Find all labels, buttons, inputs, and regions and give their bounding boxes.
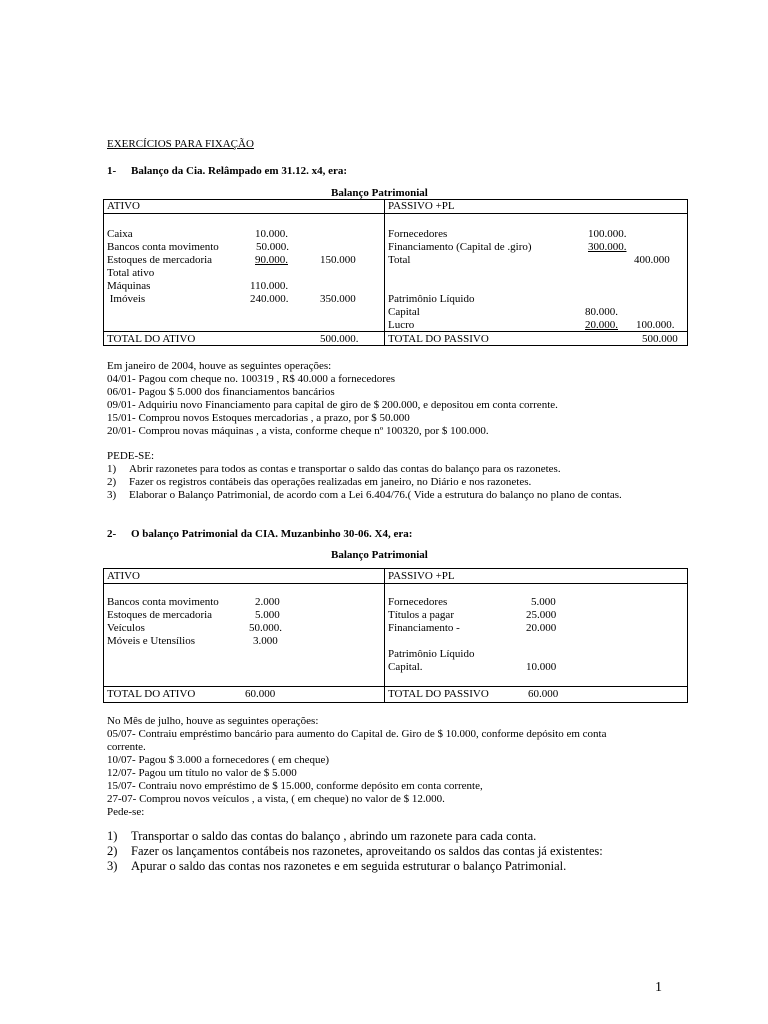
task-number: 1) [107,463,117,475]
ex2-ativo-rows [107,596,377,648]
operation-line: 06/01- Pagou $ 5.000 dos financiamentos bancários [107,386,335,398]
total-passivo-value: 500.000 [642,333,678,345]
table-row [388,596,684,609]
table-row [388,648,684,661]
account-value: 80.000. [585,306,618,318]
task-text: Abrir razonetes para todos as contas e transportar o saldo das contas do balanço para os razonetes. [129,463,561,475]
operation-line: Em janeiro de 2004, houve as seguintes operações: [107,360,332,372]
exercise-2-number: 2- [107,528,117,540]
task-number: 2) [107,844,118,858]
table-row [107,280,377,293]
task-item [107,476,622,489]
account-label: Patrimônio Líquido [388,293,475,305]
exercise-2-table-title: Balanço Patrimonial [331,549,428,561]
exercise-1-title: Balanço da Cia. Relâmpado em 31.12. x4, era: [131,165,348,177]
account-label: Veículos [107,622,145,634]
task-item [107,844,603,859]
table-header-divider [103,213,688,214]
table-row [107,254,377,267]
task-text: Fazer os registros contábeis das operações realizadas em janeiro, no Diário e nos razonetes. [129,476,532,488]
operation-line: 10/07- Pagou $ 3.000 a fornecedores ( em cheque) [107,754,330,766]
table-row [107,267,377,280]
account-value: 50.000. [256,241,289,253]
exercise-1-number: 1- [107,165,117,177]
ex1-tasks [107,463,622,502]
account-label: Total [388,254,411,266]
operation-line: 15/01- Comprou novos Estoques mercadorias , a prazo, por $ 50.000 [107,412,410,424]
account-total: 400.000 [634,254,670,266]
operation-line: 09/01- Adquiriu novo Financiamento para capital de giro de $ 200.000, e depositou em conta corrente. [107,399,558,411]
operation-line: 04/01- Pagou com cheque no. 100319 , R$ 40.000 a fornecedores [107,373,396,385]
table-row [107,228,377,241]
account-label: Lucro [388,319,415,331]
task-number: 3) [107,859,118,873]
total-ativo-value: 500.000. [320,333,359,345]
ex2-passivo-rows [388,596,684,674]
ex2-operations [107,715,606,819]
account-label: Estoques de mercadoria [107,254,213,266]
account-value: 2.000 [255,596,280,608]
table-row [107,609,377,622]
total-ativo-value: 60.000 [245,688,276,700]
account-value: 20.000 [526,622,557,634]
account-total: 150.000 [320,254,356,266]
table-row [388,280,684,293]
account-value: 110.000. [250,280,289,292]
table-row [107,596,377,609]
account-value: 90.000. [255,254,288,266]
total-passivo-value: 60.000 [528,688,559,700]
task-item [107,859,603,874]
table-row [388,609,684,622]
table-row [388,622,684,635]
ativo-header: ATIVO [107,570,140,582]
task-number: 1) [107,829,118,843]
account-label: Capital [388,306,420,318]
task-text: Apurar o saldo das contas nos razonetes e em seguida estruturar o balanço Patrimonial. [131,859,567,873]
operation-line: Pede-se: [107,806,145,818]
table-row [107,622,377,635]
table-row [388,306,684,319]
account-value: 25.000 [526,609,557,621]
exercise-2-title: O balanço Patrimonial da CIA. Muzanbinho 30-06. X4, era: [131,528,413,540]
total-passivo-label: TOTAL DO PASSIVO [388,688,489,700]
total-ativo-label: TOTAL DO ATIVO [107,333,196,345]
table-row [107,635,377,648]
account-label: Fornecedores [388,228,448,240]
task-text: Transportar o saldo das contas do balanço , abrindo um razonete para cada conta. [131,829,537,843]
task-text: Fazer os lançamentos contábeis nos razonetes, aproveitando os saldos das contas já existentes: [131,844,603,858]
table-row [388,293,684,306]
operation-line: 05/07- Contraiu empréstimo bancário para aumento do Capital de. Giro de $ 10.000, conforme depósito em conta [107,728,607,740]
account-label: Total ativo [107,267,155,279]
account-label: Máquinas [107,280,151,292]
operation-line: 15/07- Contraiu novo empréstimo de $ 15.000, conforme depósito em conta corrente, [107,780,483,792]
account-label: Patrimônio Líquido [388,648,475,660]
table-total-divider [103,686,688,687]
total-ativo-label: TOTAL DO ATIVO [107,688,196,700]
task-item [107,829,603,844]
account-value: 10.000 [526,661,557,673]
account-label: Fornecedores [388,596,448,608]
page-heading: EXERCÍCIOS PARA FIXAÇÃO [107,138,254,150]
table-header-divider [103,583,688,584]
table-column-divider [384,199,385,346]
account-total: 350.000 [320,293,356,305]
table-row [388,241,684,254]
table-row [388,661,684,674]
ex2-tasks [107,829,603,874]
account-label: Títulos a pagar [388,609,454,621]
operation-line: 27-07- Comprou novos veículos , a vista, ( em cheque) no valor de $ 12.000. [107,793,445,805]
operation-line: 20/01- Comprou novas máquinas , a vista, conforme cheque nº 100320, por $ 100.000. [107,425,489,437]
account-value: 3.000 [253,635,278,647]
task-number: 2) [107,476,117,488]
account-value: 20.000. [585,319,618,331]
account-label: Bancos conta movimento [107,596,219,608]
account-value: 5.000 [531,596,556,608]
account-label: Bancos conta movimento [107,241,219,253]
table-row [107,241,377,254]
ativo-header: ATIVO [107,200,140,212]
account-value: 240.000. [250,293,289,305]
task-item [107,489,622,502]
table-row [388,228,684,241]
ex1-ativo-rows [107,228,377,306]
task-item [107,463,622,476]
passivo-header: PASSIVO +PL [388,200,455,212]
account-value: 100.000. [588,228,627,240]
task-text: Elaborar o Balanço Patrimonial, de acordo com a Lei 6.404/76.( Vide a estrutura do balanço no plano de contas. [129,489,622,501]
account-label: Capital. [388,661,423,673]
account-value: 50.000. [249,622,282,634]
account-value: 5.000 [255,609,280,621]
table-row [388,635,684,648]
page-number: 1 [655,980,662,995]
table-row [388,267,684,280]
ex1-passivo-rows [388,228,684,332]
table-row [388,319,684,332]
account-label: Estoques de mercadoria [107,609,213,621]
operation-line: 12/07- Pagou um título no valor de $ 5.000 [107,767,297,779]
operation-line: No Mês de julho, houve as seguintes operações: [107,715,319,727]
task-number: 3) [107,489,117,501]
table-column-divider [384,568,385,703]
account-label: Financiamento (Capital de .giro) [388,241,532,253]
account-label: Financiamento - [388,622,460,634]
account-label: Caixa [107,228,133,240]
passivo-header: PASSIVO +PL [388,570,455,582]
account-label: Imóveis [107,293,146,305]
account-total: 100.000. [636,319,675,331]
account-value: 10.000. [255,228,288,240]
account-value: 300.000. [588,241,627,253]
total-passivo-label: TOTAL DO PASSIVO [388,333,489,345]
account-label: Móveis e Utensílios [107,635,195,647]
ex1-operations [107,360,558,438]
table-row [388,254,684,267]
pede-se-label: PEDE-SE: [107,450,155,462]
operation-line: corrente. [107,741,146,753]
exercise-1-table-title: Balanço Patrimonial [331,187,428,199]
table-row [107,293,377,306]
